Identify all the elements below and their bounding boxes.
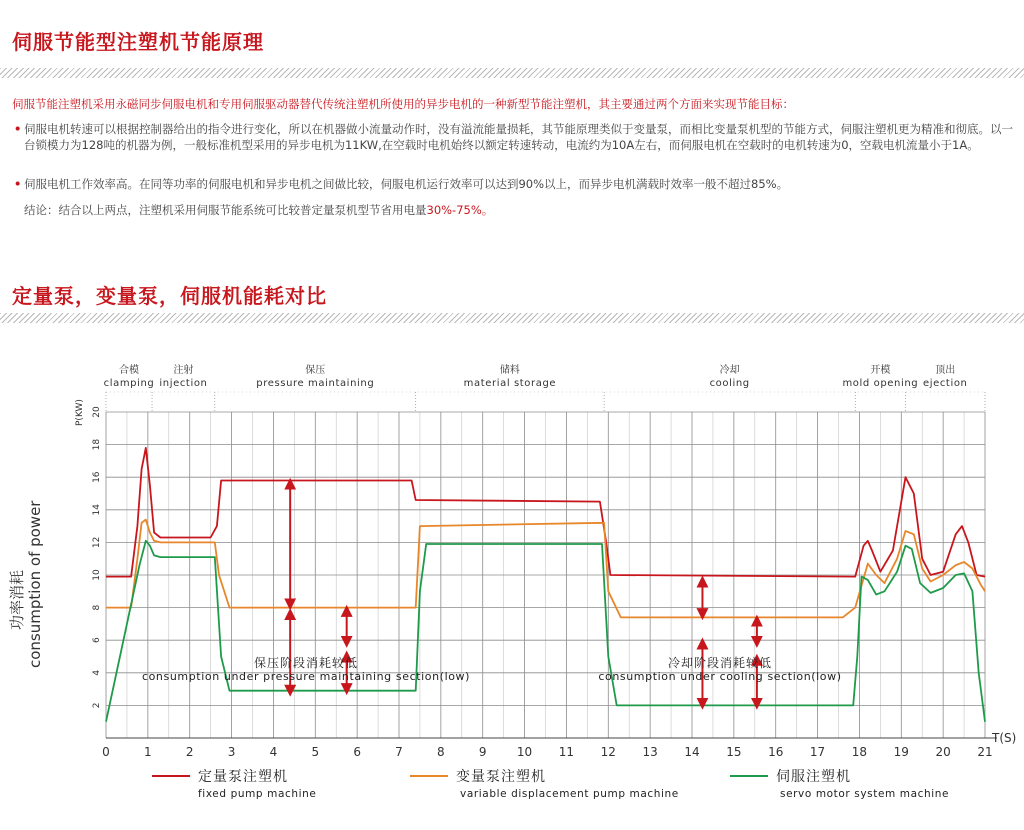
- legend: [152, 768, 949, 800]
- x-tick-label: 6: [353, 745, 361, 759]
- annotation-label-cn: 冷却阶段消耗较低: [667, 656, 773, 670]
- phase-dividers: [106, 392, 985, 412]
- conclusion-text: 结论：结合以上两点，注塑机采用伺服节能系统可比较普定量泵机型节省用电量: [24, 203, 427, 217]
- y-tick-label: 14: [92, 504, 102, 516]
- phase-label-en: mold opening: [842, 378, 919, 389]
- phase-label-cn: 储料: [499, 365, 520, 376]
- y-tick-label: 2: [92, 702, 102, 709]
- x-tick-label: 9: [478, 745, 487, 759]
- x-tick-label: 4: [269, 745, 278, 759]
- y-tick-label: 10: [92, 569, 102, 581]
- x-tick-label: 13: [642, 745, 658, 759]
- x-tick-label: 7: [395, 745, 403, 759]
- phase-label-cn: 顶出: [935, 365, 956, 376]
- phase-labels: [104, 363, 968, 389]
- x-tick-label: 16: [768, 745, 784, 759]
- y-tick-label: 12: [92, 536, 102, 549]
- annotation-labels: [142, 655, 842, 683]
- y-axis-title-en: consumption of power: [26, 500, 44, 668]
- phase-label-en: clamping: [103, 378, 155, 389]
- chart-grid: [106, 412, 997, 738]
- legend-label-cn: 定量泵注塑机: [198, 769, 288, 785]
- power-comparison-chart: [0, 330, 1024, 830]
- divider-stripe: [0, 313, 1024, 323]
- conclusion-highlight: 30%-75%。: [426, 203, 494, 217]
- phase-label-en: material storage: [463, 378, 557, 389]
- y-axis-title-cn: 功率消耗: [8, 569, 26, 630]
- x-tick-label: 14: [684, 745, 700, 759]
- x-tick-label: 17: [809, 745, 826, 759]
- section-title-comparison: 定量泵，变量泵，伺服机能耗对比: [12, 284, 327, 308]
- annotation-label-cn: 保压阶段消耗较低: [253, 656, 359, 670]
- legend-label-en: fixed pump machine: [198, 788, 317, 800]
- bullet-dot-icon: •: [14, 122, 22, 136]
- phase-label-cn: 合模: [119, 365, 140, 376]
- y-tick-label: 16: [92, 471, 102, 483]
- phase-label-cn: 保压: [305, 365, 326, 376]
- phase-label-cn: 开模: [870, 365, 891, 376]
- x-tick-label: 5: [311, 745, 320, 759]
- x-tick-label: 0: [102, 745, 110, 759]
- bullet-dot-icon: •: [14, 177, 22, 191]
- x-tick-label: 2: [185, 745, 194, 759]
- divider-stripe: [0, 68, 1024, 78]
- y-tick-label: 6: [92, 637, 102, 644]
- conclusion: [24, 202, 493, 218]
- bullet-text: 伺服电机工作效率高。在同等功率的伺服电机和异步电机之间做比较，伺服电机运行效率可以达到90%以上，而异步电机满载时效率一般不超过85%。: [24, 177, 789, 191]
- phase-label-en: cooling: [709, 378, 750, 389]
- x-tick-label: 18: [851, 745, 868, 759]
- bullet-text: 伺服电机转速可以根据控制器给出的指令进行变化，所以在机器做小流量动作时，没有溢流能量损耗，其节能原理类似于变量泵，而相比变量泵机型的节能方式，伺服注塑机更为精准和彻底。以一台锁模力为128吨的机器为例，一般标准机型采用的异步电机为11KW,在空载时电机始终以额定转速转动，电流约为10A左右，而伺服电机在空载时的电机转速为0，空载电机流量小于1A。: [24, 122, 1013, 152]
- legend-label-en: servo motor system machine: [780, 788, 950, 800]
- y-axis-unit-label: P(KW): [75, 399, 85, 426]
- legend-label-cn: 变量泵注塑机: [456, 769, 546, 785]
- y-tick-labels: [92, 406, 102, 708]
- x-tick-labels: [102, 745, 992, 759]
- section-title-principle: 伺服节能型注塑机节能原理: [12, 30, 264, 54]
- legend-label-cn: 伺服注塑机: [776, 769, 851, 785]
- phase-label-en: injection: [159, 378, 208, 389]
- x-tick-label: 15: [726, 745, 742, 759]
- bullet-item: [14, 121, 1019, 153]
- intro-text: 伺服节能注塑机采用永磁同步伺服电机和专用伺服驱动器替代传统注塑机所使用的异步电机的一种新型节能注塑机，其主要通过两个方面来实现节能目标：: [12, 97, 794, 111]
- phase-label-cn: 冷却: [719, 365, 740, 376]
- x-tick-label: 19: [893, 745, 909, 759]
- y-tick-label: 4: [92, 669, 102, 676]
- x-axis-unit-label: T(S): [992, 731, 1017, 745]
- phase-label-en: ejection: [922, 378, 968, 389]
- y-tick-label: 18: [92, 438, 102, 451]
- phase-label-cn: 注射: [173, 365, 194, 376]
- legend-label-en: variable displacement pump machine: [460, 788, 679, 800]
- x-tick-label: 8: [437, 745, 445, 759]
- x-tick-label: 21: [977, 745, 993, 759]
- y-tick-label: 8: [92, 604, 102, 611]
- x-tick-label: 10: [516, 745, 533, 759]
- annotation-label-en: consumption under cooling section(low): [598, 670, 842, 683]
- bullet-item: [14, 176, 1019, 192]
- x-tick-label: 3: [227, 745, 236, 759]
- x-tick-label: 1: [144, 745, 152, 759]
- x-tick-label: 12: [600, 745, 616, 759]
- x-tick-label: 11: [558, 745, 575, 759]
- y-tick-label: 20: [92, 406, 102, 418]
- x-tick-label: 20: [935, 745, 951, 759]
- phase-label-en: pressure maintaining: [256, 378, 375, 389]
- annotation-label-en: consumption under pressure maintaining section(low): [141, 670, 471, 683]
